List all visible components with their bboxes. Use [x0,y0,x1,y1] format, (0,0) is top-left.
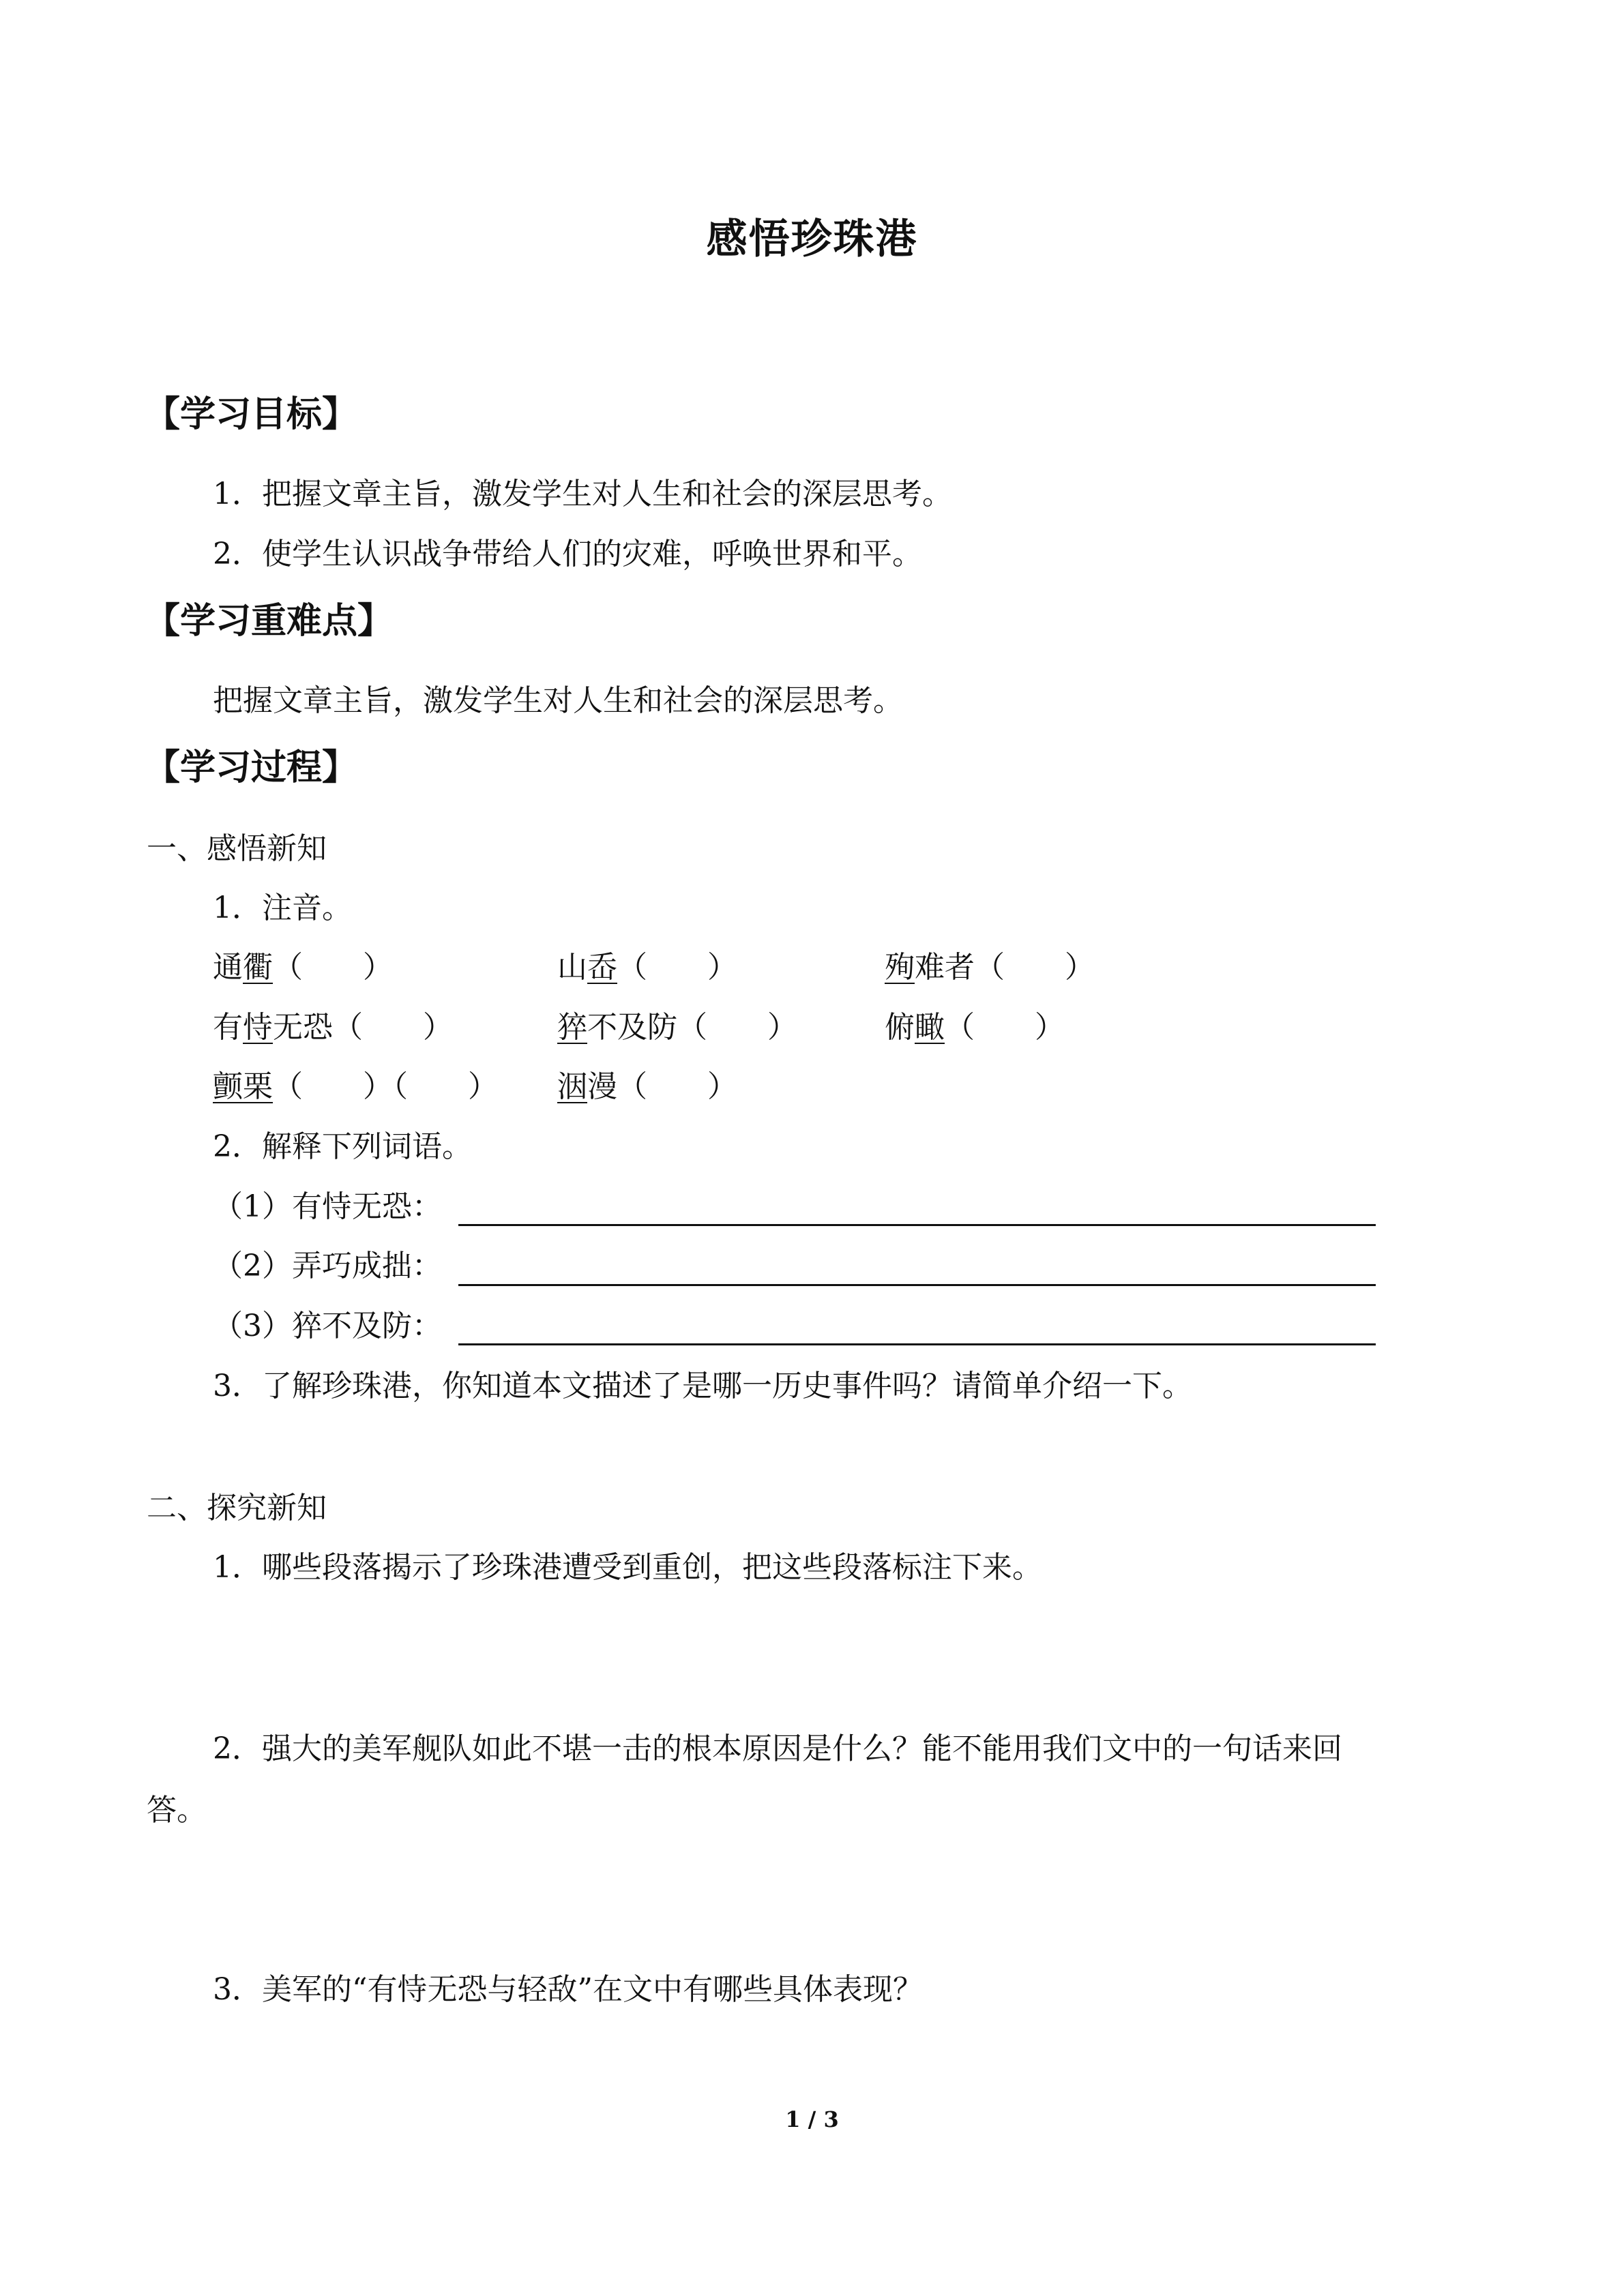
underlined-char: 瞰 [915,1010,945,1045]
answer-line[interactable] [458,1284,1376,1286]
part2-q2: 2．强大的美军舰队如此不堪一击的根本原因是什么？能不能用我们文中的一句话来回 [213,1731,1342,1766]
part1-heading: 一、感悟新知 [147,831,327,866]
part2-heading: 二、探究新知 [147,1491,327,1525]
answer-blank: （ ）（ ） [273,1069,498,1104]
pinyin-item: 猝不及防（ ） [557,1004,797,1052]
underlined-char: 殉 [885,950,915,985]
answer-blank: （ ） [617,950,737,985]
underlined-char: 洇 [557,1069,587,1104]
answer-line[interactable] [458,1224,1376,1226]
answer-blank: （ ） [333,1010,453,1045]
part1-q3: 3．了解珍珠港，你知道本文描述了是哪一历史事件吗？请简单介绍一下。 [213,1369,1192,1403]
answer-line[interactable] [458,1343,1376,1345]
underlined-char: 岙 [587,950,617,985]
underlined-char: 猝 [557,1010,587,1045]
objectives-heading: 【学习目标】 [145,394,358,435]
process-heading: 【学习过程】 [145,747,358,788]
part1-q2: 2．解释下列词语。 [213,1129,472,1164]
page-title: 感悟珍珠港 [706,215,918,263]
answer-blank: （ ） [273,950,393,985]
objective-item: 2．使学生认识战争带给人们的灾难，呼唤世界和平。 [213,537,922,571]
pinyin-item: 通衢（ ） [213,944,393,992]
underlined-char: 颤栗 [213,1069,273,1104]
term-label: （1）有恃无恐： [213,1189,442,1224]
part2-q2-continued: 答。 [147,1793,207,1828]
key-points-heading: 【学习重难点】 [145,601,394,642]
part2-q3: 3．美军的“有恃无恐与轻敌”在文中有哪些具体表现？ [213,1972,923,2007]
pinyin-item: 有恃无恐（ ） [213,1004,453,1052]
answer-blank: （ ） [677,1010,797,1045]
objective-item: 1．把握文章主旨，激发学生对人生和社会的深层思考。 [213,477,952,511]
answer-blank: （ ） [617,1069,737,1104]
answer-blank: （ ） [975,950,1095,985]
pinyin-item: 山岙（ ） [557,944,737,992]
part1-q1: 1．注音。 [213,891,352,925]
pinyin-item: 洇漫（ ） [557,1063,737,1111]
pinyin-item: 俯瞰（ ） [885,1004,1065,1052]
term-label: （3）猝不及防： [213,1309,442,1343]
answer-blank: （ ） [945,1010,1065,1045]
term-label: （2）弄巧成拙： [213,1249,442,1283]
key-points-text: 把握文章主旨，激发学生对人生和社会的深层思考。 [213,683,903,718]
pinyin-item: 殉难者（ ） [885,944,1095,992]
page-number: 1 / 3 [785,2106,839,2132]
underlined-char: 恃 [243,1010,273,1045]
underlined-char: 衢 [243,950,273,985]
part2-q1: 1．哪些段落揭示了珍珠港遭受到重创，把这些段落标注下来。 [213,1550,1042,1585]
pinyin-item [213,1063,498,1111]
